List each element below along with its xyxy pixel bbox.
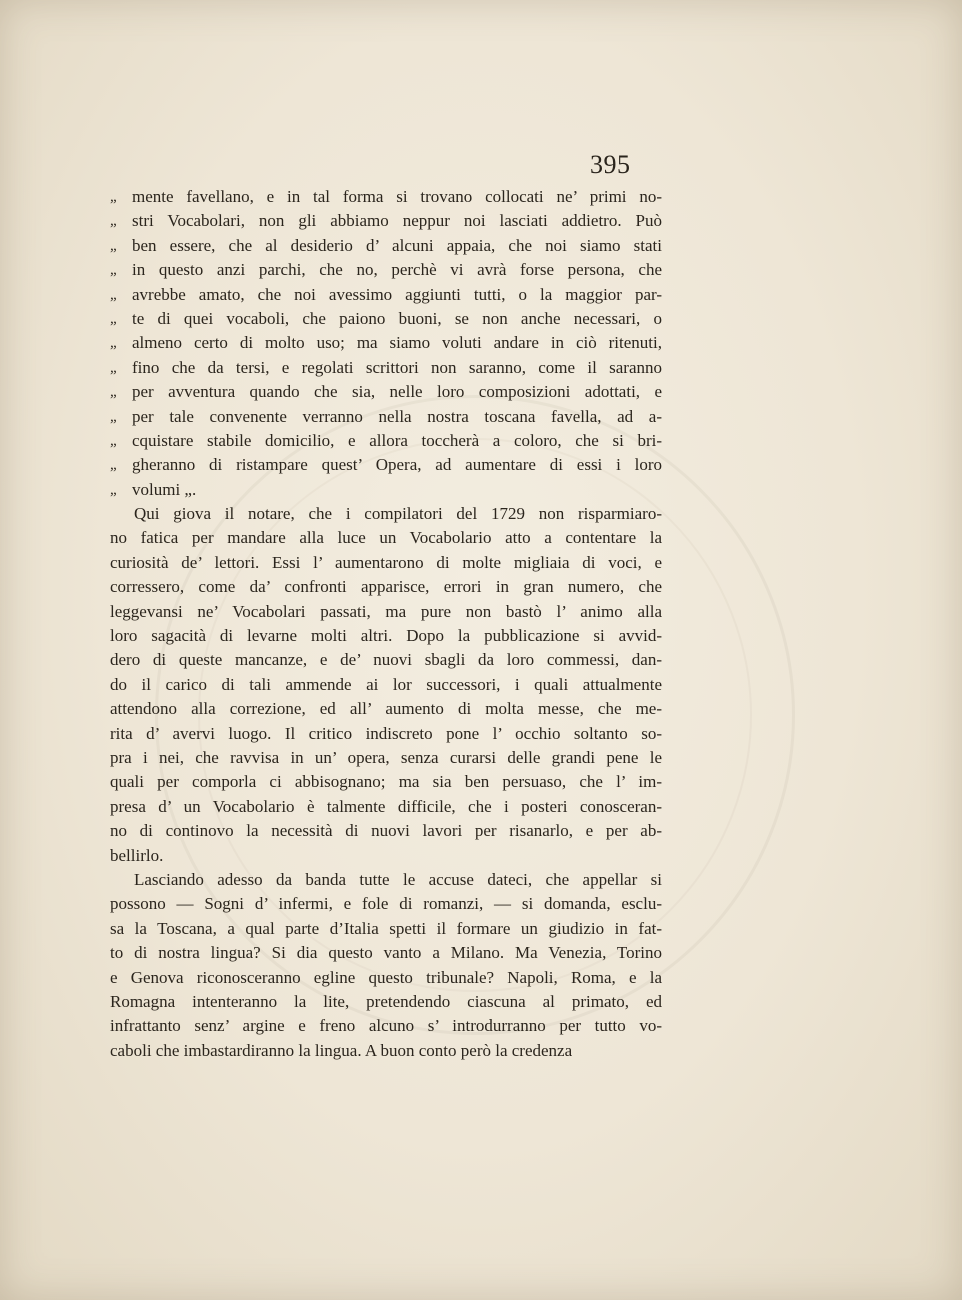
quoted-line-text: per avventura quando che sia, nelle loro composizioni adottati, e xyxy=(132,382,662,402)
quoted-line-text: per tale convenente verranno nella nostra toscana favella, ad a- xyxy=(132,406,662,426)
quoted-line xyxy=(110,405,662,429)
text-line: rita d’ avervi luogo. Il critico indiscreto pone l’ occhio soltanto so- xyxy=(110,723,662,743)
quoted-line-text: almeno certo di molto uso; ma siamo voluti andare in ciò ritenuti, xyxy=(132,333,662,353)
text-line: no fatica per mandare alla luce un Vocabolario atto a contentare la xyxy=(110,528,662,548)
text-line: corressero, come da’ confronti apparisce, errori in gran numero, che xyxy=(110,577,662,597)
paragraph-compilatori xyxy=(110,502,662,868)
quoted-passage xyxy=(110,185,662,502)
quoted-line xyxy=(110,429,662,453)
text-line: sa la Toscana, a qual parte d’Italia spetti il formare un giudizio in fat- xyxy=(110,918,662,938)
quoted-line-text: cquistare stabile domicilio, e allora toccherà a coloro, che si bri- xyxy=(132,430,662,450)
quoted-line-text: te di quei vocaboli, che paiono buoni, se non anche necessari, o xyxy=(132,308,662,328)
quote-mark: „ xyxy=(110,359,117,376)
text-line: pra i nei, che ravvisa in un’ opera, senza curarsi delle grandi pene le xyxy=(110,747,662,767)
text-line: to di nostra lingua? Si dia questo vanto a Milano. Ma Venezia, Torino xyxy=(110,943,662,963)
quote-mark: „ xyxy=(110,432,117,449)
quoted-line xyxy=(110,307,662,331)
paragraph-lasciando xyxy=(110,868,662,1063)
quote-mark: „ xyxy=(110,310,117,327)
quote-mark: „ xyxy=(110,237,117,254)
quote-mark: „ xyxy=(110,286,117,303)
quote-mark: „ xyxy=(110,189,117,205)
text-line: Romagna intenteranno la lite, pretendendo ciascuna al primato, ed xyxy=(110,991,662,1011)
text-line: Qui giova il notare, che i compilatori del 1729 non risparmiaro- xyxy=(134,504,662,524)
text-line: no di continovo la necessità di nuovi lavori per risanarlo, e per ab- xyxy=(110,821,662,841)
quoted-line-text: stri Vocabolari, non gli abbiamo neppur noi lasciati addietro. Può xyxy=(132,211,662,231)
quoted-line xyxy=(110,331,662,355)
quoted-line xyxy=(110,478,662,502)
text-line: leggevansi ne’ Vocabolari passati, ma pure non bastò l’ animo alla xyxy=(110,601,662,621)
quote-mark: „ xyxy=(110,457,117,474)
quoted-line xyxy=(110,209,662,233)
quoted-line xyxy=(110,453,662,477)
text-line: e Genova riconosceranno egline questo tribunale? Napoli, Roma, e la xyxy=(110,967,662,987)
page-text-body xyxy=(110,185,662,1063)
text-line: bellirlo. xyxy=(110,845,164,865)
quoted-line xyxy=(110,380,662,404)
quote-mark: „ xyxy=(110,384,117,401)
quoted-line xyxy=(110,356,662,380)
text-line: Lasciando adesso da banda tutte le accuse dateci, che appellar si xyxy=(134,869,662,889)
text-line: infrattanto senz’ argine e freno alcuno s’ introdurranno per tutto vo- xyxy=(110,1016,662,1036)
page-number: 395 xyxy=(590,150,631,179)
quoted-line-text: avrebbe amato, che noi avessimo aggiunti tutti, o la maggior par- xyxy=(132,284,662,304)
quoted-line-text: in questo anzi parchi, che no, perchè vi avrà forse persona, che xyxy=(132,260,662,280)
quoted-line-text: fino che da tersi, e regolati scrittori non saranno, come il saranno xyxy=(132,357,662,377)
quote-mark: „ xyxy=(110,262,117,279)
quoted-line xyxy=(110,283,662,307)
quoted-line xyxy=(110,185,662,209)
quote-mark: „ xyxy=(110,481,117,498)
text-line: caboli che imbastardiranno la lingua. A buon conto però la credenza xyxy=(110,1040,573,1060)
quoted-line-text: gheranno di ristampare quest’ Opera, ad aumentare di essi i loro xyxy=(132,455,662,475)
text-line: loro sagacità di levarne molti altri. Dopo la pubblicazione si avvid- xyxy=(110,626,662,646)
text-line: dero di queste mancanze, e de’ nuovi sbagli da loro commessi, dan- xyxy=(110,650,662,670)
quoted-line-text: volumi „. xyxy=(132,479,197,499)
text-line: presa d’ un Vocabolario è talmente difficile, che i posteri conosceran- xyxy=(110,796,662,816)
quoted-line xyxy=(110,234,662,258)
text-line: possono — Sogni d’ infermi, e fole di romanzi, — si domanda, esclu- xyxy=(110,894,662,914)
quoted-line-text: ben essere, che al desiderio d’ alcuni appaia, che noi siamo stati xyxy=(132,235,662,255)
text-line: curiosità de’ lettori. Essi l’ aumentarono di molte migliaia di voci, e xyxy=(110,552,662,572)
quoted-line-text: mente favellano, e in tal forma si trovano collocati ne’ primi no- xyxy=(132,187,662,206)
quote-mark: „ xyxy=(110,335,117,352)
text-line: attendono alla correzione, ed all’ aumento di molta messe, che me- xyxy=(110,699,662,719)
quoted-line xyxy=(110,258,662,282)
quote-mark: „ xyxy=(110,213,117,230)
text-line: quali per comporla ci abbisognano; ma sia ben persuaso, che l’ im- xyxy=(110,772,662,792)
text-line: do il carico di tali ammende ai lor successori, i quali attualmente xyxy=(110,674,662,694)
quote-mark: „ xyxy=(110,408,117,425)
